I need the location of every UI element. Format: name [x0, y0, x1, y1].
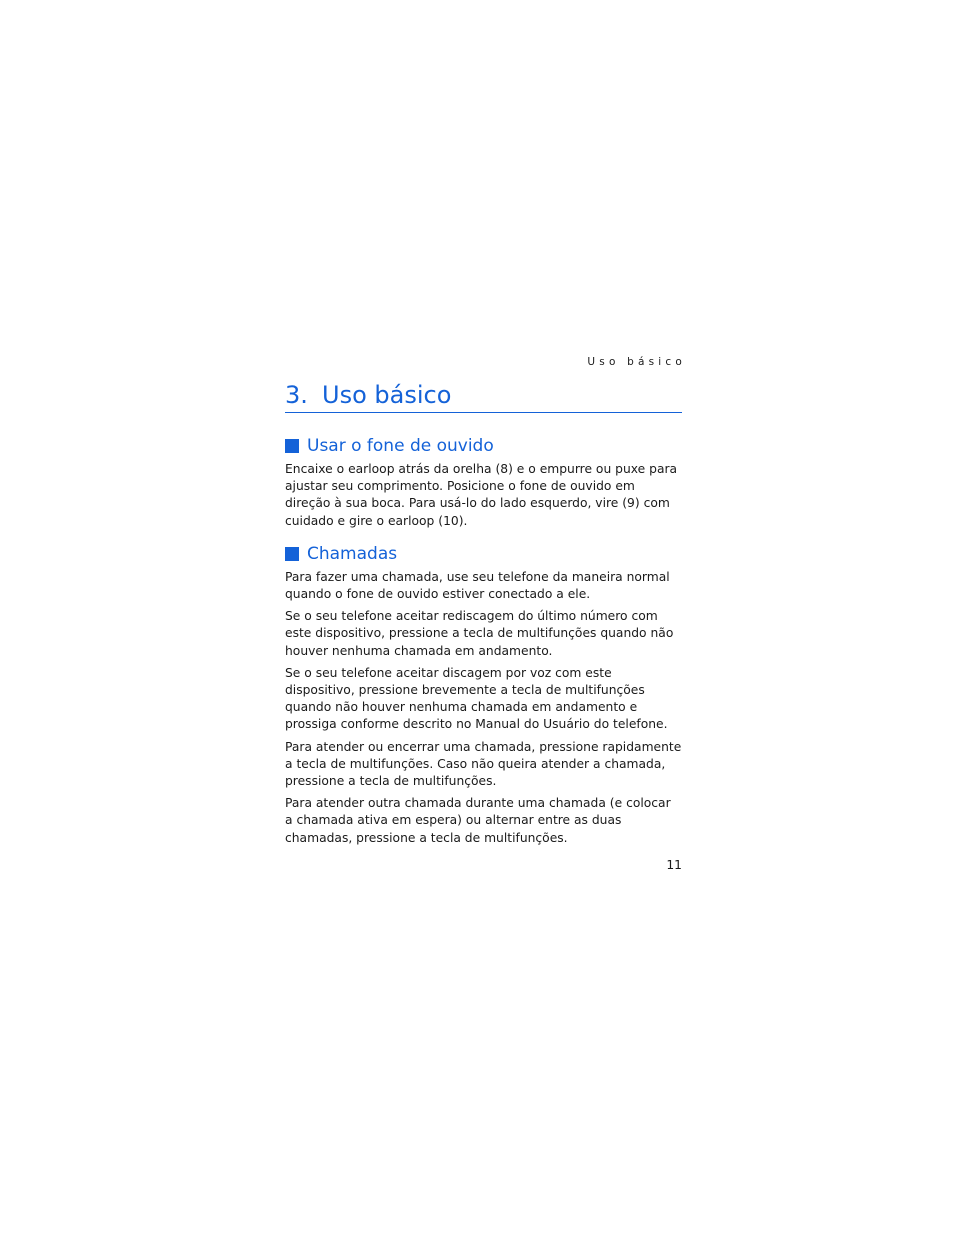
paragraph: Encaixe o earloop atrás da orelha (8) e o empurre ou puxe para ajustar seu comprimento. Posicione o fone de ouvido em direção à sua boca. Para usá-lo do lado esquerdo, vire (9) com cuidado e gire o earloop (10).: [285, 462, 678, 528]
paragraph: Se o seu telefone aceitar rediscagem do último número com este dispositivo, pressione a tecla de multifunções quando não houver nenhuma chamada em andamento.: [285, 609, 674, 658]
section-heading-headset: [285, 435, 682, 457]
paragraph: Se o seu telefone aceitar discagem por voz com este dispositivo, pressione brevemente a tecla de multifunções quando não houver nenhuma chamada em andamento e prossiga conforme descrito no Manual do Usuário do telefone.: [285, 665, 668, 732]
square-bullet-icon: [285, 439, 299, 453]
section-heading-text: Chamadas: [307, 543, 398, 564]
chapter-title-text: Uso básico: [322, 381, 452, 409]
running-header: Uso básico: [587, 356, 686, 368]
paragraph: Para fazer uma chamada, use seu telefone da maneira normal quando o fone de ouvido estiver conectado a ele.: [285, 569, 670, 602]
chapter-number: 3.: [285, 381, 308, 409]
page-number: 11: [666, 858, 682, 872]
section-heading-calls: [285, 543, 682, 565]
square-bullet-icon: [285, 547, 299, 561]
chapter-title: [285, 380, 682, 413]
paragraph: Para atender outra chamada durante uma chamada (e colocar a chamada ativa em espera) ou alternar entre as duas chamadas, pressione a tecla de multifunções.: [285, 796, 671, 845]
paragraph: Para atender ou encerrar uma chamada, pressione rapidamente a tecla de multifunções. Caso não queira atender a chamada, pressione a tecla de multifunções.: [285, 739, 682, 789]
section-heading-text: Usar o fone de ouvido: [307, 436, 494, 456]
page-content: [285, 352, 686, 847]
